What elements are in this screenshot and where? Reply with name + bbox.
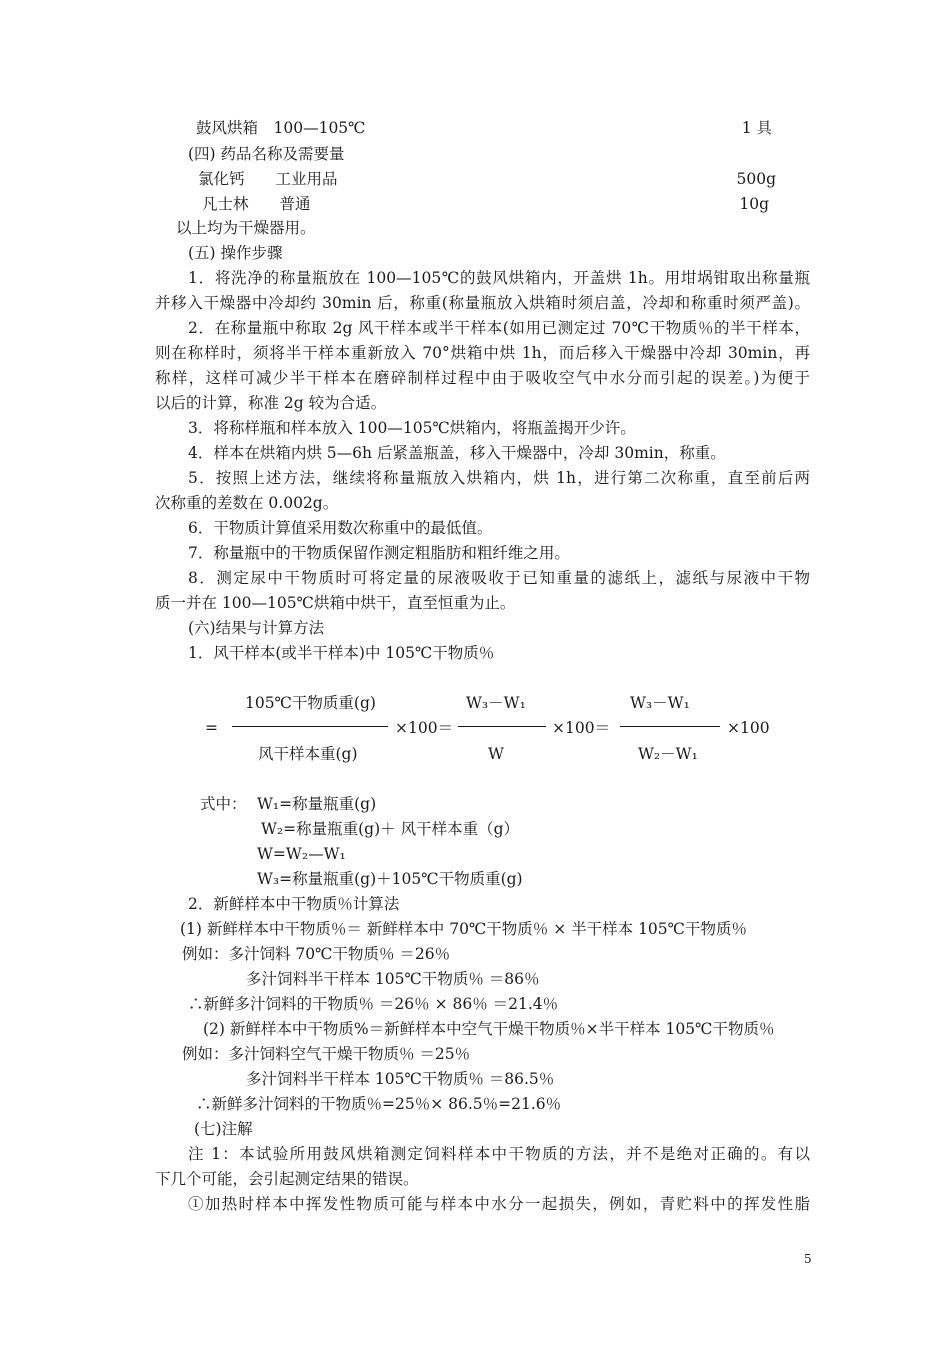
example-2-line-2: 多汁饲料半干样本 105℃干物质％ ＝86.5％ [246, 1070, 555, 1088]
formula-times-3: ×100 [727, 719, 770, 737]
procedure-step-1-line-1: 1．将洗净的称量瓶放在 100—105℃的鼓风烘箱内，开盖烘 1h。用坩埚钳取出称量瓶 [188, 269, 810, 287]
procedure-step-4: 4．样本在烘箱内烘 5—6h 后紧盖瓶盖，移入干燥器中，冷却 30min，称重。 [188, 444, 726, 462]
formula-numerator-2: W₃－W₁ [466, 694, 526, 712]
note-1-line-2: 下几个可能，会引起测定结果的错误。 [155, 1170, 419, 1188]
variable-w: W=W₂—W₁ [257, 845, 346, 863]
reagent-qty: 10g [739, 195, 769, 213]
formula-equals: = [205, 719, 218, 737]
section-reagents-heading: (四) 药品名称及需要量 [188, 145, 345, 163]
example-1-line-1: 例如：多汁饲料 70℃干物质％ ＝26％ [182, 945, 451, 963]
variable-w2: W₂=称量瓶重(g)＋ 风干样本重（g） [261, 820, 519, 838]
procedure-step-7: 7．称量瓶中的干物质保留作测定粗脂肪和粗纤维之用。 [188, 544, 570, 562]
section-results-heading: (六)结果与计算方法 [188, 619, 325, 637]
equipment-oven: 鼓风烘箱 100—105℃ [196, 119, 366, 137]
formula-numerator-3: W₃－W₁ [630, 694, 690, 712]
formula-times-1: ×100＝ [395, 719, 454, 737]
note-1-line-1: 注 1：本试验所用鼓风烘箱测定饲料样本中干物质的方法，并不是绝对正确的。有以 [188, 1145, 810, 1163]
example-2-line-1: 例如：多汁饲料空气干燥干物质％ ＝25％ [182, 1045, 471, 1063]
reagent-name: 凡士林 普通 [202, 195, 311, 213]
method-1: (1) 新鲜样本中干物质％＝ 新鲜样本中 70℃干物质％ × 半干样本 105℃干物质％ [180, 920, 747, 938]
page-number: 5 [804, 1252, 812, 1266]
fraction-bar [620, 726, 720, 727]
note-1-line-3: ①加热时样本中挥发性物质可能与样本中水分一起损失，例如，青贮料中的挥发性脂 [188, 1195, 810, 1213]
section-notes-heading: (七)注解 [194, 1120, 253, 1138]
procedure-step-1-line-2: 并移入干燥器中冷却约 30min 后，称重(称量瓶放入烘箱时须启盖，冷却和称重时须严盖)。 [155, 294, 810, 312]
procedure-step-2-line-4: 以后的计算，称准 2g 较为合适。 [155, 394, 387, 412]
reagent-name: 氯化钙 工业用品 [198, 170, 338, 188]
equipment-oven-qty: 1 具 [741, 119, 772, 137]
where-label: 式中： [200, 795, 247, 813]
method-2: (2) 新鲜样本中干物质%＝新鲜样本中空气干燥干物质％×半干样本 105℃干物质％ [203, 1020, 775, 1038]
formula-denominator-1: 风干样本重(g) [258, 745, 358, 763]
fraction-bar [458, 726, 546, 727]
procedure-step-2-line-1: 2．在称量瓶中称取 2g 风干样本或半干样本(如用已测定过 70℃干物质％的半干样本， [188, 319, 810, 337]
procedure-step-2-line-3: 称样，这样可减少半干样本在磨碎制样过程中由于吸收空气中水分而引起的误差。)为便于 [155, 369, 810, 387]
procedure-step-8-line-1: 8．测定尿中干物质时可将定量的尿液吸收于已知重量的滤纸上，滤纸与尿液中干物 [188, 569, 810, 587]
section-procedure-heading: (五) 操作步骤 [188, 244, 283, 262]
variable-w3: W₃=称量瓶重(g)＋105℃干物质重(g) [257, 870, 523, 888]
formula-denominator-3: W₂－W₁ [638, 745, 698, 763]
procedure-step-5-line-2: 次称重的差数在 0.002g。 [155, 494, 339, 512]
results-subheading-2: 2．新鲜样本中干物质％计算法 [188, 895, 400, 913]
procedure-step-3: 3．将称样瓶和样本放入 100—105℃烘箱内，将瓶盖揭开少许。 [188, 419, 636, 437]
reagents-note: 以上均为干燥器用。 [176, 219, 316, 237]
example-2-result: ∴新鲜多汁饲料的干物质％=25％× 86.5％=21.6％ [196, 1095, 562, 1113]
procedure-step-5-line-1: 5．按照上述方法，继续将称量瓶放入烘箱内，烘 1h，进行第二次称重，直至前后两 [188, 469, 810, 487]
formula-times-2: ×100＝ [552, 719, 611, 737]
fraction-bar [232, 726, 388, 727]
formula-numerator-1: 105℃干物质重(g) [245, 694, 376, 712]
variable-w1: W₁=称量瓶重(g) [257, 795, 377, 813]
procedure-step-6: 6．干物质计算值采用数次称重中的最低值。 [188, 519, 493, 537]
example-1-result: ∴新鲜多汁饲料的干物质％ ＝26％ × 86％ ＝21.4％ [188, 995, 559, 1013]
example-1-line-2: 多汁饲料半干样本 105℃干物质％ ＝86％ [246, 970, 540, 988]
results-subheading-1: 1．风干样本(或半干样本)中 105℃干物质％ [188, 644, 495, 662]
procedure-step-8-line-2: 质一并在 100—105℃烘箱中烘干，直至恒重为止。 [155, 594, 516, 612]
reagent-qty: 500g [736, 170, 776, 188]
procedure-step-2-line-2: 则在称样时，须将半干样本重新放入 70°烘箱中烘 1h，而后移入干燥器中冷却 30min，再 [155, 344, 810, 362]
formula-denominator-2: W [488, 745, 504, 763]
